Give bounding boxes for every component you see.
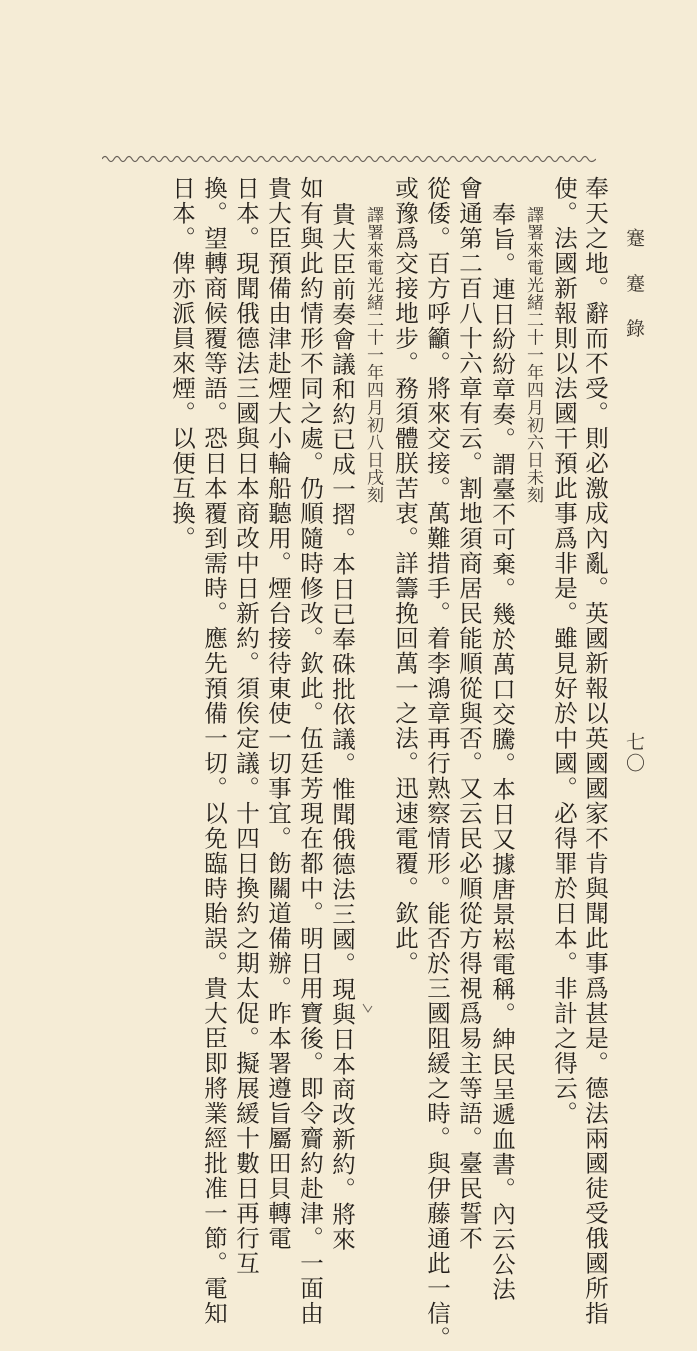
text-column: 奉旨。連日紛紛章奏。謂臺不可棄。幾於萬口交騰。本日又據唐景崧電稱。紳民呈遞血書。內云公法: [488, 202, 516, 1302]
text-column: 日本。俾亦派員來煙。以便互換。: [168, 176, 196, 551]
memo-date-heading: 譯署來電光緒二十一年四月初八日戌刻: [363, 206, 383, 504]
text-column: 換。望轉商候覆等語。恐日本覆到需時。應先預備一切。以免臨時貽誤。貴大臣即將業經批准一節。電知: [200, 176, 228, 1326]
ink-mark: [360, 1000, 376, 1016]
text-column: 貴大臣前奏會議和約已成一摺。本日已奉硃批依議。惟聞俄德法三國。現與日本商改新約。將來: [328, 202, 356, 1252]
text-column: 日本。現聞俄德法三國與日本商改中日新約。須俟定議。十四日換約之期太促。擬展緩十數日再行互: [232, 176, 260, 1276]
text-column: 使。法國新報則以法國干預此事爲非是。雖見好於中國。必得罪於日本。非計之得云。: [550, 176, 578, 1126]
text-column: 從倭。百方呼籲。將來交接。萬難措手。着李鴻章再行熟察情形。能否於三國阻緩之時。與伊藤通此一信。: [423, 176, 451, 1351]
page-number: 七〇: [623, 732, 645, 774]
text-column: 貴大臣預備由津赴煙大小輪船聽用。煙台接待東使一切事宜。飭關道備辦。昨本署遵旨屬田貝轉電: [264, 176, 292, 1251]
text-column: 如有與此約情形不同之處。仍順隨時修改。欽此。伍廷芳現在都中。明日用寶後。即令齎約赴津。一面由: [296, 176, 324, 1326]
memo-date-heading: 譯署來電光緒二十一年四月初六日未刻: [523, 206, 543, 504]
text-column: 奉天之地。辭而不受。則必激成內亂。英國新報以英國國家不肯與聞此事爲甚是。德法兩國徒受俄國所指: [581, 176, 609, 1326]
running-title: 蹇 蹇 錄: [623, 228, 645, 348]
text-column: 或豫爲交接地步。務須體朕苦衷。詳籌挽回萬一之法。迅速電覆。欽此。: [391, 176, 419, 976]
wavy-rule: [102, 152, 596, 166]
text-column: 會通第二百八十六章有云。割地須商居民能順從與否。又云民必順從方得視爲易主等語。臺民誓不: [455, 176, 483, 1251]
